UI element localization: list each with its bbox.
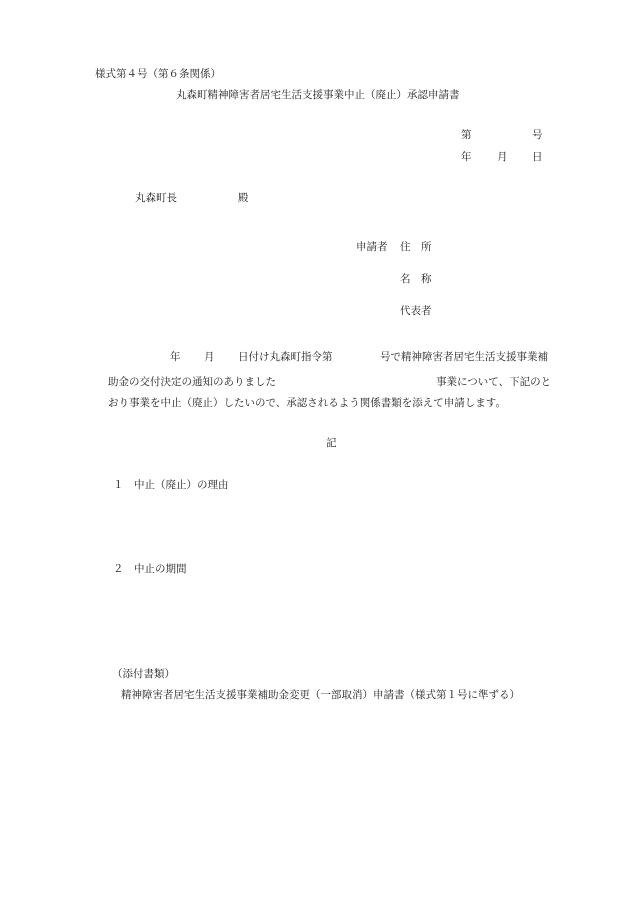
date-year: 年: [461, 151, 472, 163]
doc-number-suffix: 号: [532, 129, 543, 141]
addressee-name: 丸森町長: [135, 192, 177, 204]
item-2-text: 中止の期間: [134, 563, 187, 575]
body-line2-start: 助金の交付決定の通知のありました: [108, 376, 276, 388]
doc-number-prefix: 第: [461, 129, 472, 141]
applicant-name-label: 名 称: [400, 273, 432, 285]
date-day: 日: [532, 151, 543, 163]
body-line3: おり事業を中止（廃止）したいので、承認されるよう関係書類を添えて申請します。: [108, 397, 506, 409]
item-1-text: 中止（廃止）の理由: [134, 479, 229, 491]
applicant-label: 申請者: [356, 241, 388, 253]
body-year: 年: [170, 351, 181, 363]
document-title: 丸森町精神障害者居宅生活支援事業中止（廃止）承認申請書: [176, 89, 460, 101]
body-line2-end: 事業について、下記のと: [436, 376, 552, 388]
attachments-heading: （添付書類）: [112, 668, 175, 680]
body-number-ref: 号で精神障害者居宅生活支援事業補: [380, 351, 548, 363]
attachments-item: 精神障害者居宅生活支援事業補助金変更（一部取消）申請書（様式第１号に準ずる）: [121, 689, 520, 701]
ki-heading: 記: [326, 437, 337, 449]
item-2-number: ２: [113, 563, 124, 575]
applicant-representative-label: 代表者: [400, 305, 432, 317]
body-date-ref: 日付け丸森町指令第: [238, 351, 333, 363]
addressee-honorific: 殿: [238, 192, 249, 204]
applicant-address-label: 住 所: [400, 241, 432, 253]
form-label: 様式第４号（第６条関係）: [95, 68, 221, 80]
body-month: 月: [204, 351, 215, 363]
date-month: 月: [497, 151, 508, 163]
item-1-number: １: [113, 479, 124, 491]
